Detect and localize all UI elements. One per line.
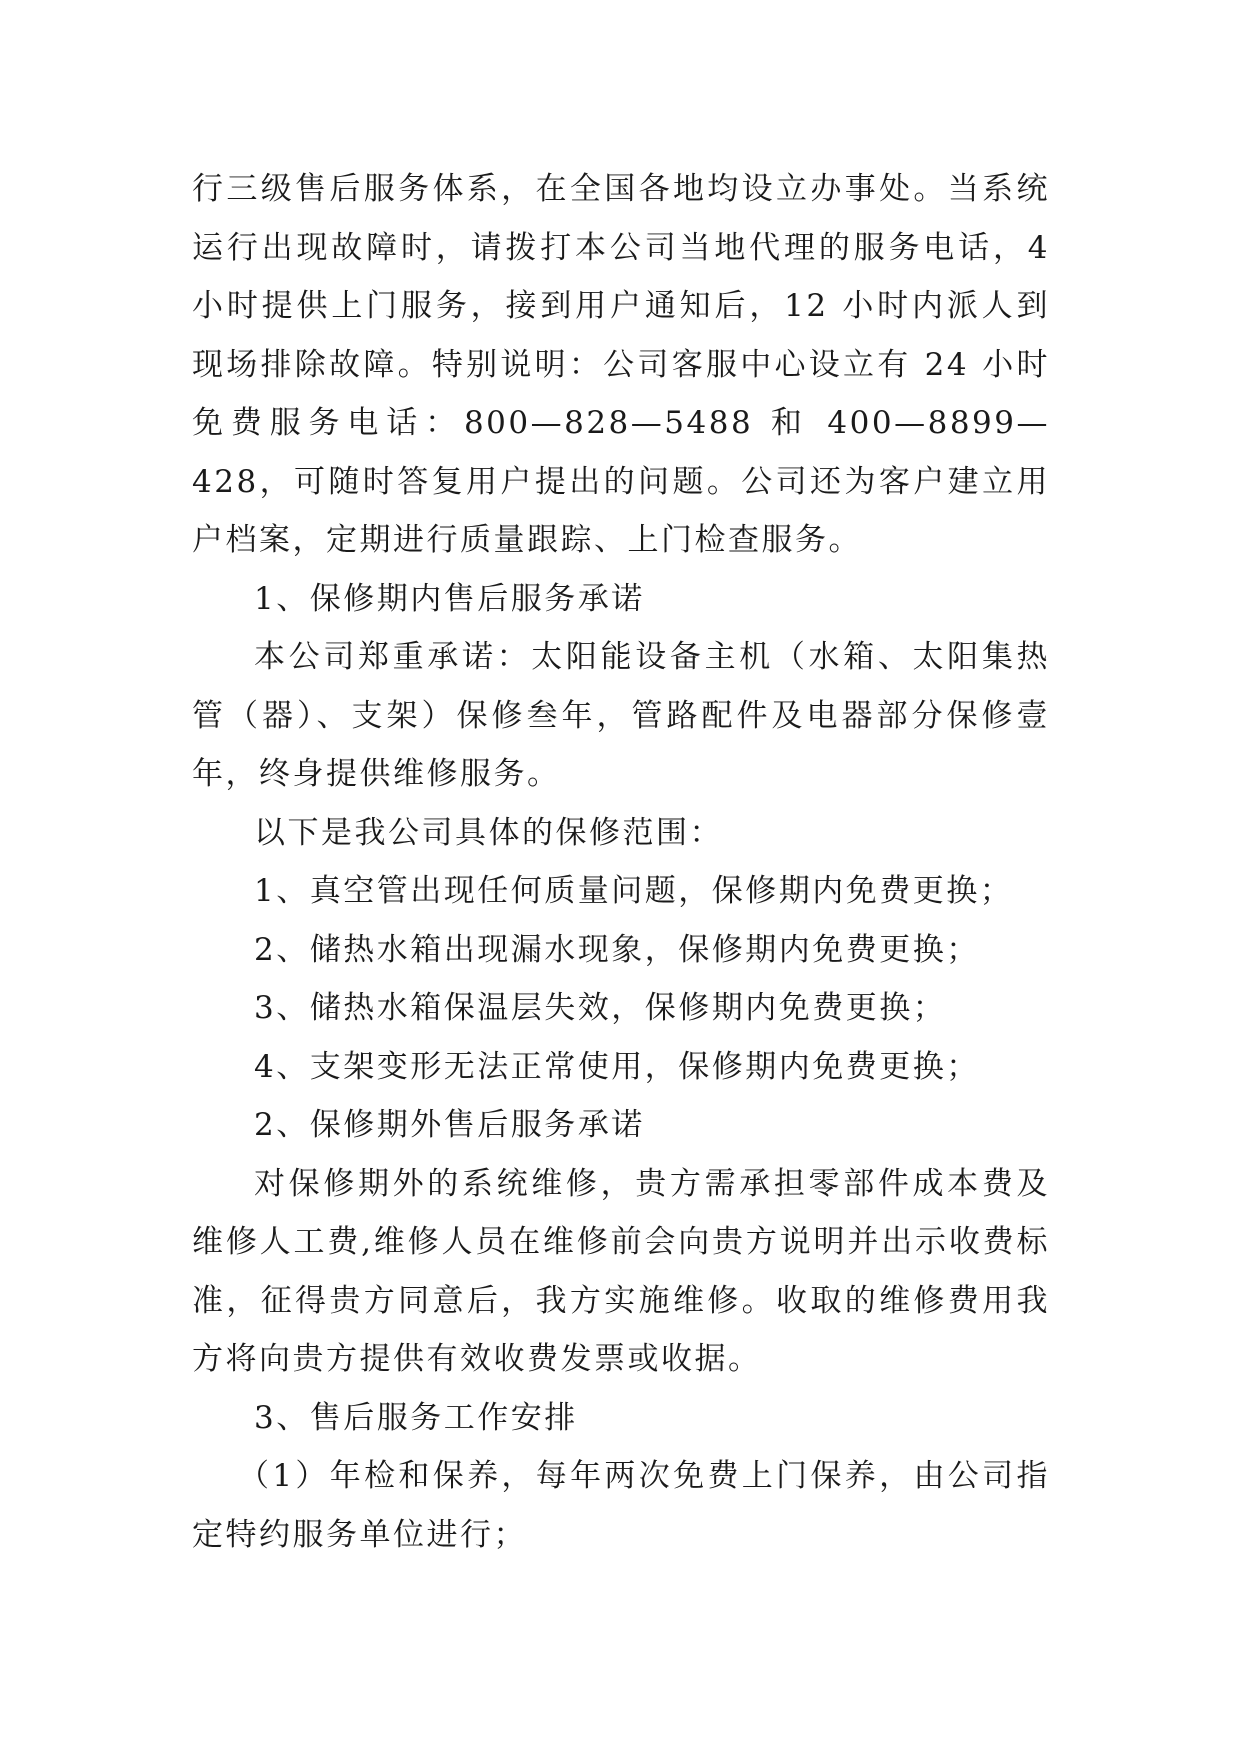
paragraph-annual-inspection: （1）年检和保养，每年两次免费上门保养，由公司指定特约服务单位进行； [192,1458,1050,1553]
heading-warranty-in-period: 1、保修期内售后服务承诺 [254,580,645,617]
list-item-insulation: 3、储热水箱保温层失效，保修期内免费更换； [254,990,947,1026]
list-item-vacuum-tube: 1、真空管出现任何质量问题，保修期内免费更换； [254,873,1014,909]
list-item-bracket: 4、支架变形无法正常使用，保修期内免费更换； [254,1048,980,1085]
list-item-tank-leak: 2、储热水箱出现漏水现象，保修期内免费更换； [254,931,980,968]
paragraph-warranty-commitment: 本公司郑重承诺：太阳能设备主机（水箱、太阳集热管（器）、支架）保修叁年，管路配件及电器部分保修壹年，终身提供维修服务。 [192,639,1050,792]
heading-service-arrangement: 3、售后服务工作安排 [254,1399,578,1436]
paragraph-out-of-warranty: 对保修期外的系统维修，贵方需承担零部件成本费及维修人工费,维修人员在维修前会向贵方说明并出示收费标准，征得贵方同意后，我方实施维修。收取的维修费用我方将向贵方提供有效收费发票或收据。 [192,1165,1050,1377]
heading-warranty-out-period: 2、保修期外售后服务承诺 [254,1107,645,1143]
paragraph-service-system: 行三级售后服务体系，在全国各地均设立办事处。当系统运行出现故障时，请拨打本公司当地代理的服务电话，4 小时提供上门服务，接到用户通知后，12 小时内派人到现场排除故障。特别说明：公司客服中心设立有 24 小时免费服务电话：800—828—5488 和 400—8899—428，可随时答复用户提出的问题。公司还为客户建立用户档案，定期进行质量跟踪、上门检查服务。 [192,171,1050,558]
paragraph-warranty-scope-intro: 以下是我公司具体的保修范围： [254,814,723,851]
document-page [192,160,1050,1564]
